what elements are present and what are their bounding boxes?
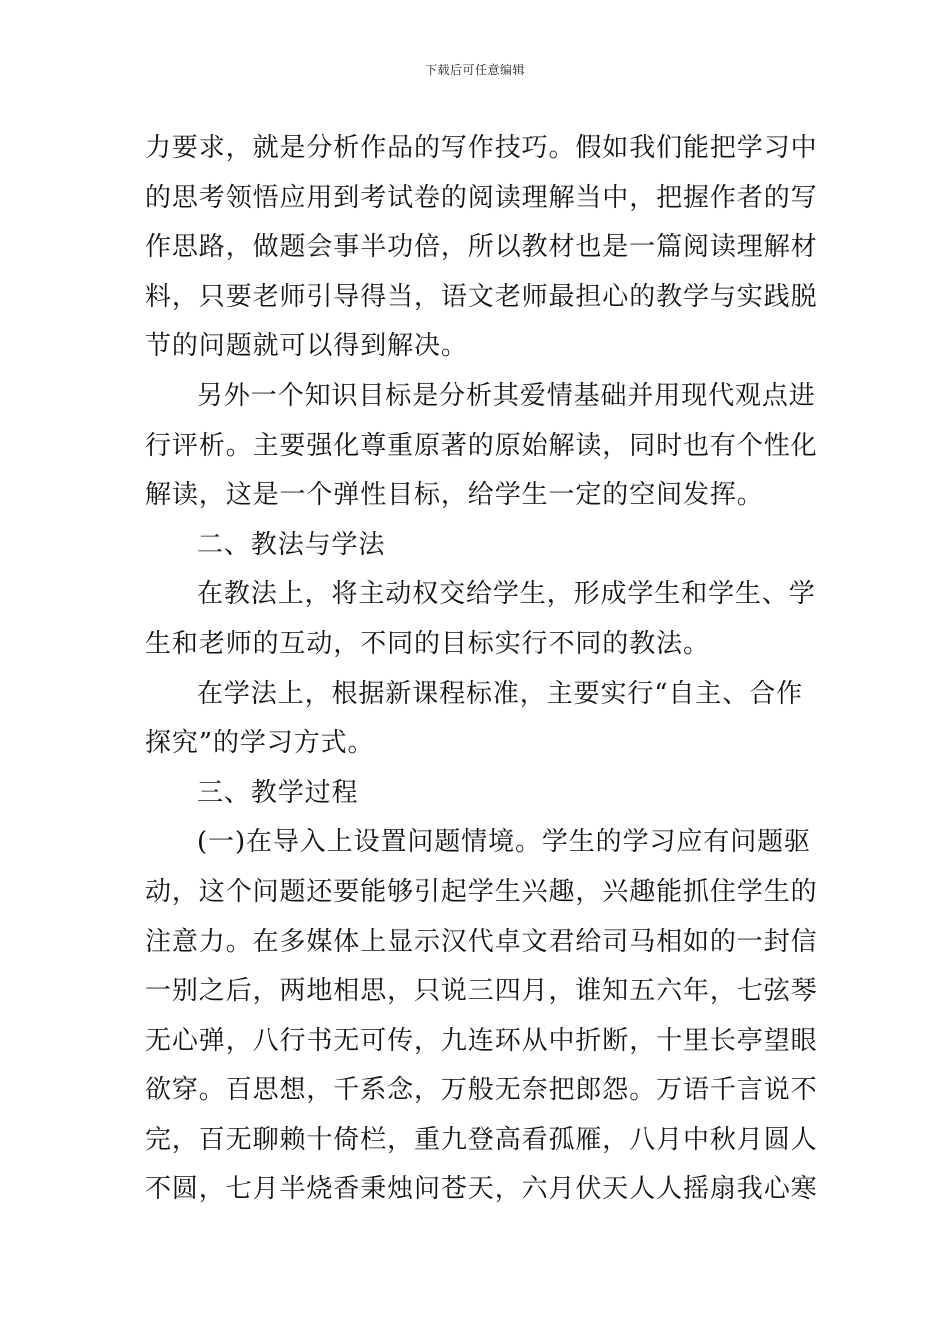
section-heading: 二、教法与学法 <box>197 529 386 560</box>
text-line: 无心弹，八行书无可传，九连环从中折断，十里长亭望眼 <box>145 1025 818 1056</box>
text-line: 一别之后，两地相思，只说三四月，谁知五六年，七弦琴 <box>145 976 818 1007</box>
body-text <box>145 124 818 1215</box>
text-line: 的思考领悟应用到考试卷的阅读理解当中，把握作者的写 <box>145 182 818 213</box>
text-line: 动，这个问题还要能够引起学生兴趣，兴趣能抓住学生的 <box>145 876 818 907</box>
text-line: 料，只要老师引导得当，语文老师最担心的教学与实践脱 <box>145 281 818 312</box>
text-line: 解读，这是一个弹性目标，给学生一定的空间发挥。 <box>145 480 764 511</box>
text-line: 注意力。在多媒体上显示汉代卓文君给司马相如的一封信 <box>145 926 818 957</box>
page-header: 下载后可任意编辑 <box>424 63 525 77</box>
text-line: 力要求，就是分析作品的写作技巧。假如我们能把学习中 <box>145 133 818 163</box>
text-line: 行评析。主要强化尊重原著的原始解读，同时也有个性化 <box>145 430 818 461</box>
paragraph-start-line: 另外一个知识目标是分析其爱情基础并用现代观点进 <box>197 380 816 411</box>
text-line: 节的问题就可以得到解决。 <box>145 331 468 362</box>
section-heading: 三、教学过程 <box>197 777 359 808</box>
paragraph-start-line: 在教法上，将主动权交给学生，形成学生和学生、学 <box>197 579 816 610</box>
text-line: 欲穿。百思想，千系念，万般无奈把郎怨。万语千言说不 <box>145 1075 818 1106</box>
text-line: 作思路，做题会事半功倍，所以教材也是一篇阅读理解材 <box>145 232 818 263</box>
text-line: 探究”的学习方式。 <box>145 728 375 759</box>
paragraph-start-line: 在学法上，根据新课程标准，主要实行“自主、合作 <box>197 678 803 709</box>
text-line: 完，百无聊赖十倚栏，重九登高看孤雁，八月中秋月圆人 <box>145 1124 818 1155</box>
paragraph-start-line: (一)在导入上设置问题情境。学生的学习应有问题驱 <box>197 827 811 858</box>
text-line: 生和老师的互动，不同的目标实行不同的教法。 <box>145 628 710 659</box>
text-line: 不圆，七月半烧香秉烛问苍天，六月伏天人人摇扇我心寒 <box>145 1174 818 1205</box>
